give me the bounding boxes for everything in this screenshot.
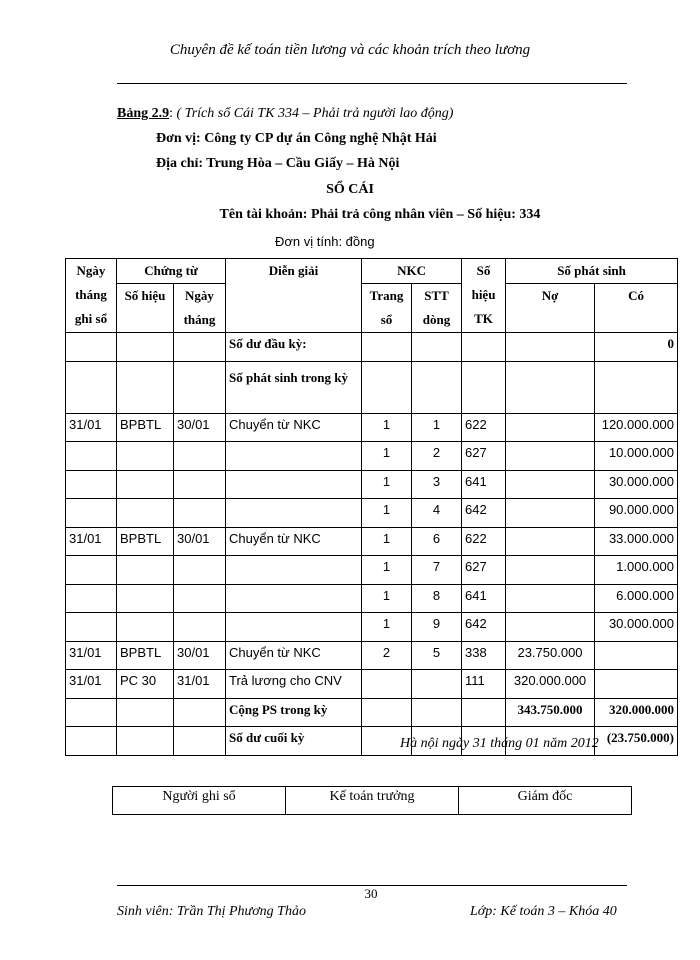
cell-line: 1 xyxy=(412,413,462,442)
cell-date xyxy=(66,442,117,471)
cell-line: 2 xyxy=(412,442,462,471)
cell-desc: Chuyển từ NKC xyxy=(226,413,362,442)
header-nkc-line: STT dòng xyxy=(412,284,462,333)
header-acct: Số hiệu TK xyxy=(462,259,506,333)
cell-voucher-no xyxy=(117,470,174,499)
company-address: Địa chỉ: Trung Hòa – Cầu Giấy – Hà Nội xyxy=(156,156,400,171)
cell-acct: 622 xyxy=(462,527,506,556)
cell-voucher-date xyxy=(174,470,226,499)
cell-page: 1 xyxy=(362,556,412,585)
table-row xyxy=(66,670,678,699)
cell-credit: 90.000.000 xyxy=(595,499,678,528)
period-label: Số phát sinh trong kỳ xyxy=(226,361,362,413)
cell-date: 31/01 xyxy=(66,527,117,556)
header-debit: Nợ xyxy=(506,284,595,333)
cell-desc xyxy=(226,584,362,613)
header-nkc: NKC xyxy=(362,259,462,284)
cell-voucher-no: BPBTL xyxy=(117,641,174,670)
cell-date xyxy=(66,556,117,585)
table-cell xyxy=(117,727,174,756)
table-row xyxy=(66,499,678,528)
cell-acct: 111 xyxy=(462,670,506,699)
table-cell xyxy=(174,698,226,727)
cell-voucher-date xyxy=(174,442,226,471)
cell-debit xyxy=(506,470,595,499)
cell-desc xyxy=(226,470,362,499)
cell-debit xyxy=(506,613,595,642)
cell-page: 1 xyxy=(362,584,412,613)
cell-voucher-no: BPBTL xyxy=(117,413,174,442)
ledger-head xyxy=(66,259,678,333)
cell-date xyxy=(66,584,117,613)
signature-chief-accountant: Kế toán trưởng xyxy=(286,787,459,815)
header-date: Ngày tháng ghi sổ xyxy=(66,259,117,333)
cell-date: 31/01 xyxy=(66,413,117,442)
table-row xyxy=(66,613,678,642)
cell-line: 7 xyxy=(412,556,462,585)
cell-credit: 30.000.000 xyxy=(595,470,678,499)
table-row xyxy=(66,641,678,670)
cell-acct: 627 xyxy=(462,556,506,585)
cell-voucher-date: 30/01 xyxy=(174,641,226,670)
cell-page: 2 xyxy=(362,641,412,670)
signature-director: Giám đốc xyxy=(459,787,632,815)
cell-voucher-no xyxy=(117,556,174,585)
cell-page: 1 xyxy=(362,413,412,442)
table-cell xyxy=(506,361,595,413)
header-credit: Có xyxy=(595,284,678,333)
table-row xyxy=(66,413,678,442)
cell-desc: Chuyển từ NKC xyxy=(226,641,362,670)
cell-line: 5 xyxy=(412,641,462,670)
signing-date: Hà nội ngày 31 tháng 01 năm 2012 xyxy=(400,736,599,751)
table-cell xyxy=(174,333,226,362)
cell-credit: 6.000.000 xyxy=(595,584,678,613)
total-debit: 343.750.000 xyxy=(506,698,595,727)
table-cell xyxy=(595,361,678,413)
cell-page: 1 xyxy=(362,613,412,642)
cell-credit xyxy=(595,641,678,670)
total-credit: 320.000.000 xyxy=(595,698,678,727)
table-cell xyxy=(462,333,506,362)
table-row xyxy=(66,527,678,556)
cell-debit xyxy=(506,442,595,471)
cell-voucher-date: 31/01 xyxy=(174,670,226,699)
opening-credit: 0 xyxy=(595,333,678,362)
header-voucher-date: Ngày tháng xyxy=(174,284,226,333)
cell-desc xyxy=(226,556,362,585)
closing-credit: (23.750.000) xyxy=(595,727,678,756)
table-cell xyxy=(66,361,117,413)
opening-label: Số dư đầu kỳ: xyxy=(226,333,362,362)
cell-line xyxy=(412,670,462,699)
period-row xyxy=(66,361,678,413)
cell-debit xyxy=(506,584,595,613)
cell-credit: 120.000.000 xyxy=(595,413,678,442)
table-cell xyxy=(117,698,174,727)
ledger-body xyxy=(66,333,678,756)
cell-voucher-date xyxy=(174,613,226,642)
cell-credit: 33.000.000 xyxy=(595,527,678,556)
cell-acct: 641 xyxy=(462,584,506,613)
cell-acct: 642 xyxy=(462,613,506,642)
table-cell xyxy=(462,698,506,727)
account-line: Tên tài khoản: Phải trả công nhân viên – Số hiệu: 334 xyxy=(219,207,541,222)
table-cell xyxy=(462,361,506,413)
table-cell xyxy=(117,333,174,362)
table-cell xyxy=(412,698,462,727)
table-cell xyxy=(506,333,595,362)
total-row xyxy=(66,698,678,727)
table-row xyxy=(66,556,678,585)
footer-class: Lớp: Kế toán 3 – Khóa 40 xyxy=(470,904,617,919)
cell-date: 31/01 xyxy=(66,641,117,670)
cell-credit xyxy=(595,670,678,699)
company-name: Đơn vị: Công ty CP dự án Công nghệ Nhật Hải xyxy=(156,131,437,146)
cell-desc: Trả lương cho CNV xyxy=(226,670,362,699)
cell-desc: Chuyển từ NKC xyxy=(226,527,362,556)
cell-page xyxy=(362,670,412,699)
cell-voucher-date xyxy=(174,556,226,585)
table-row xyxy=(66,470,678,499)
opening-row xyxy=(66,333,678,362)
cell-date: 31/01 xyxy=(66,670,117,699)
cell-desc xyxy=(226,442,362,471)
cell-page: 1 xyxy=(362,527,412,556)
cell-acct: 642 xyxy=(462,499,506,528)
cell-page: 1 xyxy=(362,499,412,528)
total-label: Cộng PS trong kỳ xyxy=(226,698,362,727)
cell-desc xyxy=(226,613,362,642)
cell-date xyxy=(66,613,117,642)
header-voucher-no: Số hiệu xyxy=(117,284,174,333)
cell-voucher-no: BPBTL xyxy=(117,527,174,556)
table-cell xyxy=(66,698,117,727)
cell-credit: 30.000.000 xyxy=(595,613,678,642)
table-cell xyxy=(117,361,174,413)
closing-label: Số dư cuối kỳ xyxy=(226,727,362,756)
signature-table xyxy=(112,786,632,815)
table-cell xyxy=(412,361,462,413)
caption-text: ( Trích sổ Cái TK 334 – Phải trả người lao động) xyxy=(173,106,454,121)
header-nkc-page: Trang sổ xyxy=(362,284,412,333)
header-voucher: Chứng từ xyxy=(117,259,226,284)
cell-voucher-date: 30/01 xyxy=(174,527,226,556)
cell-voucher-date: 30/01 xyxy=(174,413,226,442)
cell-voucher-no xyxy=(117,499,174,528)
cell-date xyxy=(66,499,117,528)
cell-acct: 627 xyxy=(462,442,506,471)
footer-student: Sinh viên: Trần Thị Phương Thảo xyxy=(117,904,306,919)
cell-voucher-date xyxy=(174,584,226,613)
table-row xyxy=(66,442,678,471)
table-row xyxy=(66,584,678,613)
table-cell xyxy=(174,361,226,413)
cell-page: 1 xyxy=(362,470,412,499)
table-cell xyxy=(66,727,117,756)
table-cell xyxy=(66,333,117,362)
header-amount: Số phát sinh xyxy=(506,259,678,284)
cell-line: 4 xyxy=(412,499,462,528)
ledger-title: SỔ CÁI xyxy=(326,182,374,197)
cell-page: 1 xyxy=(362,442,412,471)
signature-recorder: Người ghi sổ xyxy=(113,787,286,815)
cell-debit xyxy=(506,499,595,528)
cell-voucher-no: PC 30 xyxy=(117,670,174,699)
cell-voucher-no xyxy=(117,584,174,613)
page-header-title: Chuyên đề kế toán tiền lương và các khoản trích theo lương xyxy=(169,42,531,58)
cell-line: 3 xyxy=(412,470,462,499)
cell-debit xyxy=(506,527,595,556)
cell-debit: 23.750.000 xyxy=(506,641,595,670)
cell-line: 8 xyxy=(412,584,462,613)
table-cell xyxy=(362,333,412,362)
cell-debit xyxy=(506,413,595,442)
cell-credit: 10.000.000 xyxy=(595,442,678,471)
table-caption xyxy=(117,106,453,122)
cell-acct: 641 xyxy=(462,470,506,499)
cell-desc xyxy=(226,499,362,528)
table-cell xyxy=(362,698,412,727)
cell-line: 6 xyxy=(412,527,462,556)
cell-date xyxy=(66,470,117,499)
cell-voucher-no xyxy=(117,613,174,642)
table-cell xyxy=(412,333,462,362)
page-number: 30 xyxy=(364,886,378,901)
cell-acct: 338 xyxy=(462,641,506,670)
header-desc: Diễn giải xyxy=(226,259,362,333)
table-cell xyxy=(174,727,226,756)
caption-colon: : xyxy=(169,106,174,121)
cell-debit: 320.000.000 xyxy=(506,670,595,699)
header-rule xyxy=(117,83,627,84)
cell-debit xyxy=(506,556,595,585)
cell-credit: 1.000.000 xyxy=(595,556,678,585)
cell-line: 9 xyxy=(412,613,462,642)
cell-voucher-no xyxy=(117,442,174,471)
cell-acct: 622 xyxy=(462,413,506,442)
table-cell xyxy=(362,361,412,413)
currency-unit: Đơn vị tính: đồng xyxy=(275,234,375,249)
caption-label: Bảng 2.9 xyxy=(117,106,170,121)
ledger-table xyxy=(65,258,678,756)
cell-voucher-date xyxy=(174,499,226,528)
